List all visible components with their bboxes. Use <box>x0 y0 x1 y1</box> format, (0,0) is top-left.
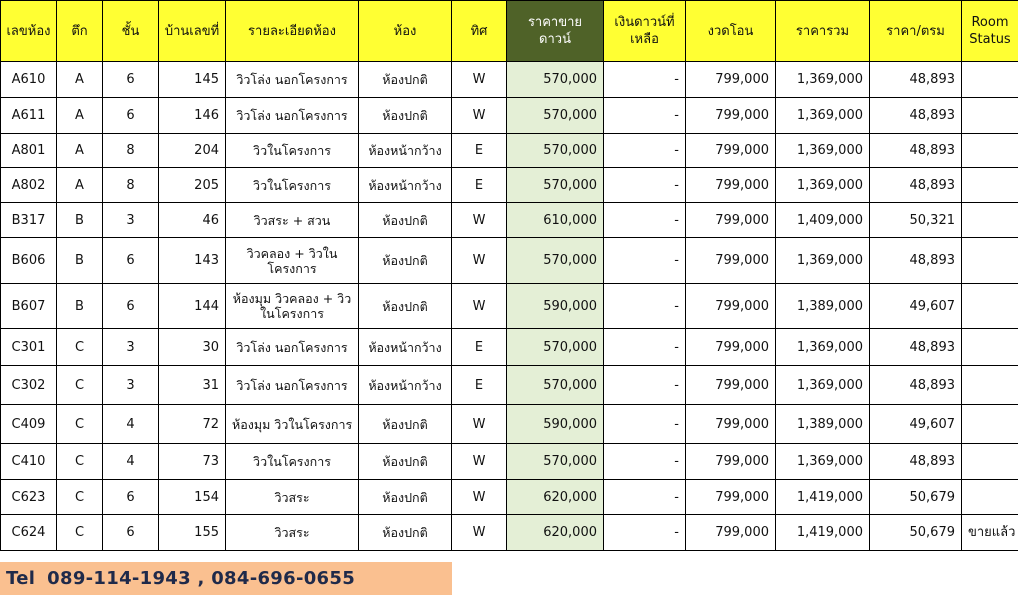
cell-direction: E <box>452 134 507 168</box>
cell-building: C <box>57 480 103 515</box>
table-row <box>1 480 1018 515</box>
contact-phones: 089-114-1943 , 084-696-0655 <box>47 568 356 589</box>
table-body <box>1 62 1018 551</box>
table-row <box>1 62 1018 98</box>
cell-detail: วิวสระ <box>226 515 359 551</box>
table-row <box>1 366 1018 405</box>
cell-price-per-sqm: 48,893 <box>870 98 962 134</box>
cell-floor: 6 <box>103 98 159 134</box>
table-row <box>1 284 1018 329</box>
cell-down-remaining: - <box>604 168 686 203</box>
table-row <box>1 203 1018 238</box>
cell-floor: 3 <box>103 329 159 366</box>
contact-label: Tel <box>6 568 36 589</box>
cell-down-price: 590,000 <box>507 405 604 444</box>
cell-floor: 3 <box>103 203 159 238</box>
cell-down-remaining: - <box>604 98 686 134</box>
cell-floor: 6 <box>103 480 159 515</box>
cell-building: B <box>57 203 103 238</box>
cell-down-remaining: - <box>604 238 686 284</box>
cell-detail: วิวโล่ง นอกโครงการ <box>226 366 359 405</box>
cell-unit: C409 <box>1 405 57 444</box>
cell-detail: วิวในโครงการ <box>226 134 359 168</box>
cell-house-no: 145 <box>159 62 226 98</box>
cell-total: 1,419,000 <box>776 480 870 515</box>
cell-building: C <box>57 405 103 444</box>
cell-direction: W <box>452 515 507 551</box>
cell-house-no: 154 <box>159 480 226 515</box>
cell-house-no: 46 <box>159 203 226 238</box>
cell-installment: 799,000 <box>686 444 776 480</box>
cell-down-remaining: - <box>604 284 686 329</box>
cell-house-no: 72 <box>159 405 226 444</box>
cell-down-price: 570,000 <box>507 238 604 284</box>
cell-installment: 799,000 <box>686 515 776 551</box>
cell-installment: 799,000 <box>686 98 776 134</box>
header-status: Room Status <box>962 1 1018 62</box>
cell-unit: C301 <box>1 329 57 366</box>
cell-room: ห้องปกติ <box>359 405 452 444</box>
table-row <box>1 168 1018 203</box>
cell-price-per-sqm: 49,607 <box>870 405 962 444</box>
cell-direction: W <box>452 62 507 98</box>
cell-room: ห้องหน้ากว้าง <box>359 168 452 203</box>
cell-building: A <box>57 168 103 203</box>
cell-price-per-sqm: 48,893 <box>870 168 962 203</box>
cell-direction: W <box>452 238 507 284</box>
cell-room: ห้องหน้ากว้าง <box>359 329 452 366</box>
cell-house-no: 146 <box>159 98 226 134</box>
table-row <box>1 444 1018 480</box>
cell-floor: 4 <box>103 444 159 480</box>
cell-down-remaining: - <box>604 329 686 366</box>
header-direction: ทิศ <box>452 1 507 62</box>
cell-direction: E <box>452 366 507 405</box>
cell-unit: B606 <box>1 238 57 284</box>
cell-house-no: 73 <box>159 444 226 480</box>
cell-unit: A610 <box>1 62 57 98</box>
cell-status <box>962 284 1018 329</box>
cell-down-remaining: - <box>604 515 686 551</box>
cell-unit: A611 <box>1 98 57 134</box>
cell-status <box>962 480 1018 515</box>
cell-status: ขายแล้ว <box>962 515 1018 551</box>
cell-down-price: 590,000 <box>507 284 604 329</box>
cell-room: ห้องหน้ากว้าง <box>359 134 452 168</box>
cell-direction: W <box>452 98 507 134</box>
cell-installment: 799,000 <box>686 329 776 366</box>
cell-total: 1,369,000 <box>776 98 870 134</box>
cell-direction: W <box>452 480 507 515</box>
cell-house-no: 30 <box>159 329 226 366</box>
cell-building: C <box>57 444 103 480</box>
cell-status <box>962 329 1018 366</box>
cell-total: 1,389,000 <box>776 405 870 444</box>
table-row <box>1 98 1018 134</box>
cell-direction: E <box>452 168 507 203</box>
table-row <box>1 515 1018 551</box>
cell-floor: 8 <box>103 134 159 168</box>
cell-down-price: 570,000 <box>507 444 604 480</box>
table-row <box>1 405 1018 444</box>
cell-down-price: 570,000 <box>507 134 604 168</box>
header-row <box>1 1 1018 62</box>
cell-installment: 799,000 <box>686 284 776 329</box>
cell-installment: 799,000 <box>686 405 776 444</box>
header-floor: ชั้น <box>103 1 159 62</box>
cell-floor: 6 <box>103 515 159 551</box>
cell-down-remaining: - <box>604 405 686 444</box>
header-unit: เลขห้อง <box>1 1 57 62</box>
cell-price-per-sqm: 48,893 <box>870 238 962 284</box>
cell-installment: 799,000 <box>686 134 776 168</box>
cell-detail: วิวในโครงการ <box>226 168 359 203</box>
header-house-no: บ้านเลขที่ <box>159 1 226 62</box>
cell-unit: C624 <box>1 515 57 551</box>
cell-unit: B607 <box>1 284 57 329</box>
cell-installment: 799,000 <box>686 366 776 405</box>
cell-total: 1,409,000 <box>776 203 870 238</box>
cell-house-no: 204 <box>159 134 226 168</box>
cell-down-remaining: - <box>604 480 686 515</box>
cell-room: ห้องปกติ <box>359 98 452 134</box>
table-row <box>1 134 1018 168</box>
cell-installment: 799,000 <box>686 62 776 98</box>
cell-down-price: 570,000 <box>507 98 604 134</box>
cell-direction: W <box>452 203 507 238</box>
header-down-price: ราคาขาย ดาวน์ <box>507 1 604 62</box>
cell-detail: ห้องมุม วิวในโครงการ <box>226 405 359 444</box>
header-down-remaining: เงินดาวน์ที่ เหลือ <box>604 1 686 62</box>
cell-building: C <box>57 329 103 366</box>
cell-installment: 799,000 <box>686 238 776 284</box>
cell-room: ห้องปกติ <box>359 284 452 329</box>
cell-status <box>962 203 1018 238</box>
table-row <box>1 238 1018 284</box>
cell-price-per-sqm: 48,893 <box>870 444 962 480</box>
cell-room: ห้องปกติ <box>359 515 452 551</box>
cell-status <box>962 134 1018 168</box>
cell-status <box>962 444 1018 480</box>
cell-building: A <box>57 62 103 98</box>
cell-total: 1,389,000 <box>776 284 870 329</box>
cell-total: 1,419,000 <box>776 515 870 551</box>
cell-down-remaining: - <box>604 366 686 405</box>
cell-room: ห้องปกติ <box>359 444 452 480</box>
cell-installment: 799,000 <box>686 480 776 515</box>
cell-direction: W <box>452 405 507 444</box>
cell-unit: A801 <box>1 134 57 168</box>
header-price-per-sqm: ราคา/ตรม <box>870 1 962 62</box>
cell-status <box>962 405 1018 444</box>
cell-building: A <box>57 98 103 134</box>
cell-installment: 799,000 <box>686 203 776 238</box>
contact-bar <box>0 562 452 595</box>
header-building: ตึก <box>57 1 103 62</box>
cell-down-remaining: - <box>604 444 686 480</box>
cell-unit: C410 <box>1 444 57 480</box>
cell-down-price: 620,000 <box>507 480 604 515</box>
cell-floor: 3 <box>103 366 159 405</box>
cell-unit: B317 <box>1 203 57 238</box>
cell-unit: C302 <box>1 366 57 405</box>
cell-down-price: 620,000 <box>507 515 604 551</box>
cell-unit: A802 <box>1 168 57 203</box>
cell-total: 1,369,000 <box>776 444 870 480</box>
cell-detail: วิวโล่ง นอกโครงการ <box>226 329 359 366</box>
cell-installment: 799,000 <box>686 168 776 203</box>
cell-direction: W <box>452 444 507 480</box>
cell-floor: 6 <box>103 62 159 98</box>
cell-down-price: 570,000 <box>507 329 604 366</box>
cell-house-no: 205 <box>159 168 226 203</box>
cell-total: 1,369,000 <box>776 134 870 168</box>
cell-down-remaining: - <box>604 134 686 168</box>
cell-house-no: 144 <box>159 284 226 329</box>
cell-detail: ห้องมุม วิวคลอง + วิวในโครงการ <box>226 284 359 329</box>
cell-status <box>962 366 1018 405</box>
cell-building: C <box>57 366 103 405</box>
cell-status <box>962 62 1018 98</box>
cell-building: B <box>57 284 103 329</box>
cell-direction: E <box>452 329 507 366</box>
cell-room: ห้องปกติ <box>359 203 452 238</box>
cell-price-per-sqm: 50,321 <box>870 203 962 238</box>
cell-price-per-sqm: 50,679 <box>870 515 962 551</box>
cell-down-remaining: - <box>604 62 686 98</box>
header-detail: รายละเอียดห้อง <box>226 1 359 62</box>
cell-building: C <box>57 515 103 551</box>
cell-room: ห้องปกติ <box>359 480 452 515</box>
cell-room: ห้องปกติ <box>359 238 452 284</box>
cell-house-no: 143 <box>159 238 226 284</box>
cell-down-remaining: - <box>604 203 686 238</box>
cell-house-no: 31 <box>159 366 226 405</box>
cell-total: 1,369,000 <box>776 62 870 98</box>
cell-total: 1,369,000 <box>776 168 870 203</box>
cell-floor: 8 <box>103 168 159 203</box>
cell-total: 1,369,000 <box>776 329 870 366</box>
cell-detail: วิวสระ <box>226 480 359 515</box>
table-row <box>1 329 1018 366</box>
cell-status <box>962 98 1018 134</box>
cell-floor: 6 <box>103 238 159 284</box>
cell-status <box>962 168 1018 203</box>
cell-direction: W <box>452 284 507 329</box>
cell-total: 1,369,000 <box>776 238 870 284</box>
cell-detail: วิวโล่ง นอกโครงการ <box>226 62 359 98</box>
cell-house-no: 155 <box>159 515 226 551</box>
cell-price-per-sqm: 48,893 <box>870 366 962 405</box>
cell-status <box>962 238 1018 284</box>
cell-price-per-sqm: 48,893 <box>870 62 962 98</box>
header-installment: งวดโอน <box>686 1 776 62</box>
cell-down-price: 570,000 <box>507 62 604 98</box>
header-total: ราคารวม <box>776 1 870 62</box>
cell-price-per-sqm: 48,893 <box>870 134 962 168</box>
cell-down-price: 570,000 <box>507 366 604 405</box>
cell-detail: วิวโล่ง นอกโครงการ <box>226 98 359 134</box>
cell-total: 1,369,000 <box>776 366 870 405</box>
cell-price-per-sqm: 48,893 <box>870 329 962 366</box>
cell-detail: วิวคลอง + วิวใน โครงการ <box>226 238 359 284</box>
cell-price-per-sqm: 50,679 <box>870 480 962 515</box>
header-room: ห้อง <box>359 1 452 62</box>
cell-building: A <box>57 134 103 168</box>
cell-detail: วิวสระ + สวน <box>226 203 359 238</box>
cell-room: ห้องหน้ากว้าง <box>359 366 452 405</box>
cell-building: B <box>57 238 103 284</box>
cell-down-price: 610,000 <box>507 203 604 238</box>
cell-floor: 4 <box>103 405 159 444</box>
cell-room: ห้องปกติ <box>359 62 452 98</box>
cell-price-per-sqm: 49,607 <box>870 284 962 329</box>
cell-down-price: 570,000 <box>507 168 604 203</box>
cell-detail: วิวในโครงการ <box>226 444 359 480</box>
cell-unit: C623 <box>1 480 57 515</box>
cell-floor: 6 <box>103 284 159 329</box>
